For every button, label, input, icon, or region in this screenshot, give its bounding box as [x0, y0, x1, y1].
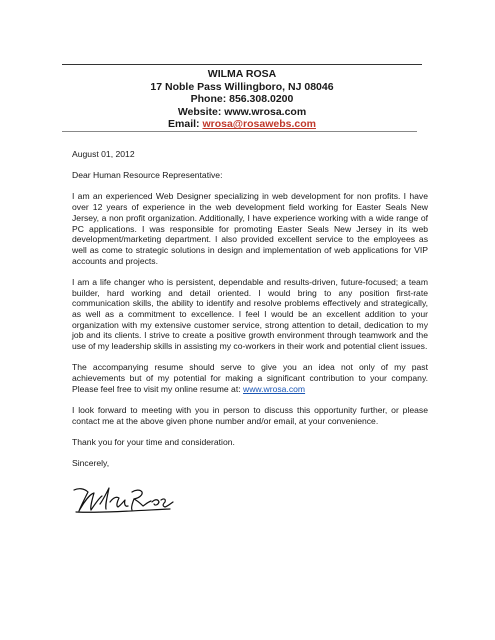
paragraph-qualities: I am a life changer who is persistent, dependable and results-driven, future-focused; a team builder, hard working and detail oriented. I would bring to any position first-rate communication skills, the ability to identify and resolve problems effectively and strategically, as well as a commitment to excellence. I feel I would be an excellent addition to your organization with my extensive customer service, strong attention to detail, dedication to my job and its clients. I strive to create a positive growth environment through teamwork and the use of my leadership skills in assisting my co-workers in their work and potential client issues.	[72, 276, 428, 352]
sender-name: WILMA ROSA	[207, 68, 277, 80]
paragraph-experience: I am an experienced Web Designer specializing in web development for non profits. I have over 12 years of experience in the web development field working for Easter Seals New Jersey, a non profit organization. Additionally, I have experience working with a wide range of PC applications. I was responsible for promoting Easter Seals New Jersey in its web development/marketing department. I also provided excellent service to the employees as well as come to strategic solutions in design and implementation of web applications for VIP accounts and projects.	[72, 191, 428, 266]
handwritten-signature	[70, 480, 180, 520]
letter-date: August 01, 2012	[72, 149, 135, 159]
header-top-rule	[62, 64, 422, 65]
letter-body	[72, 149, 428, 479]
paragraph-resume	[72, 362, 428, 394]
resume-link[interactable]: www.wrosa.com	[243, 383, 306, 394]
letterhead	[62, 68, 422, 131]
paragraph-thanks: Thank you for your time and consideration.	[72, 436, 235, 447]
sender-phone: Phone: 856.308.0200	[190, 93, 294, 106]
email-link[interactable]: wrosa@rosawebs.com	[202, 118, 316, 131]
paragraph-contact: I look forward to meeting with you in person to discuss this opportunity further, or please contact me at the above given phone number and/or email, at your convenience.	[72, 404, 428, 426]
sender-website: Website: www.wrosa.com	[177, 105, 307, 118]
email-label: Email:	[168, 118, 203, 131]
sender-address: 17 Noble Pass Willingboro, NJ 08046	[150, 80, 334, 93]
paragraph-resume-text: The accompanying resume should serve to give you an idea not only of my past achievements but of my potential for making a significant contribution to your company. Please feel free to visit my online resume at:	[72, 362, 428, 394]
closing: Sincerely,	[72, 457, 110, 468]
header-bottom-rule	[62, 131, 417, 132]
sender-email-line	[62, 118, 422, 131]
salutation: Dear Human Resource Representative:	[72, 170, 223, 181]
